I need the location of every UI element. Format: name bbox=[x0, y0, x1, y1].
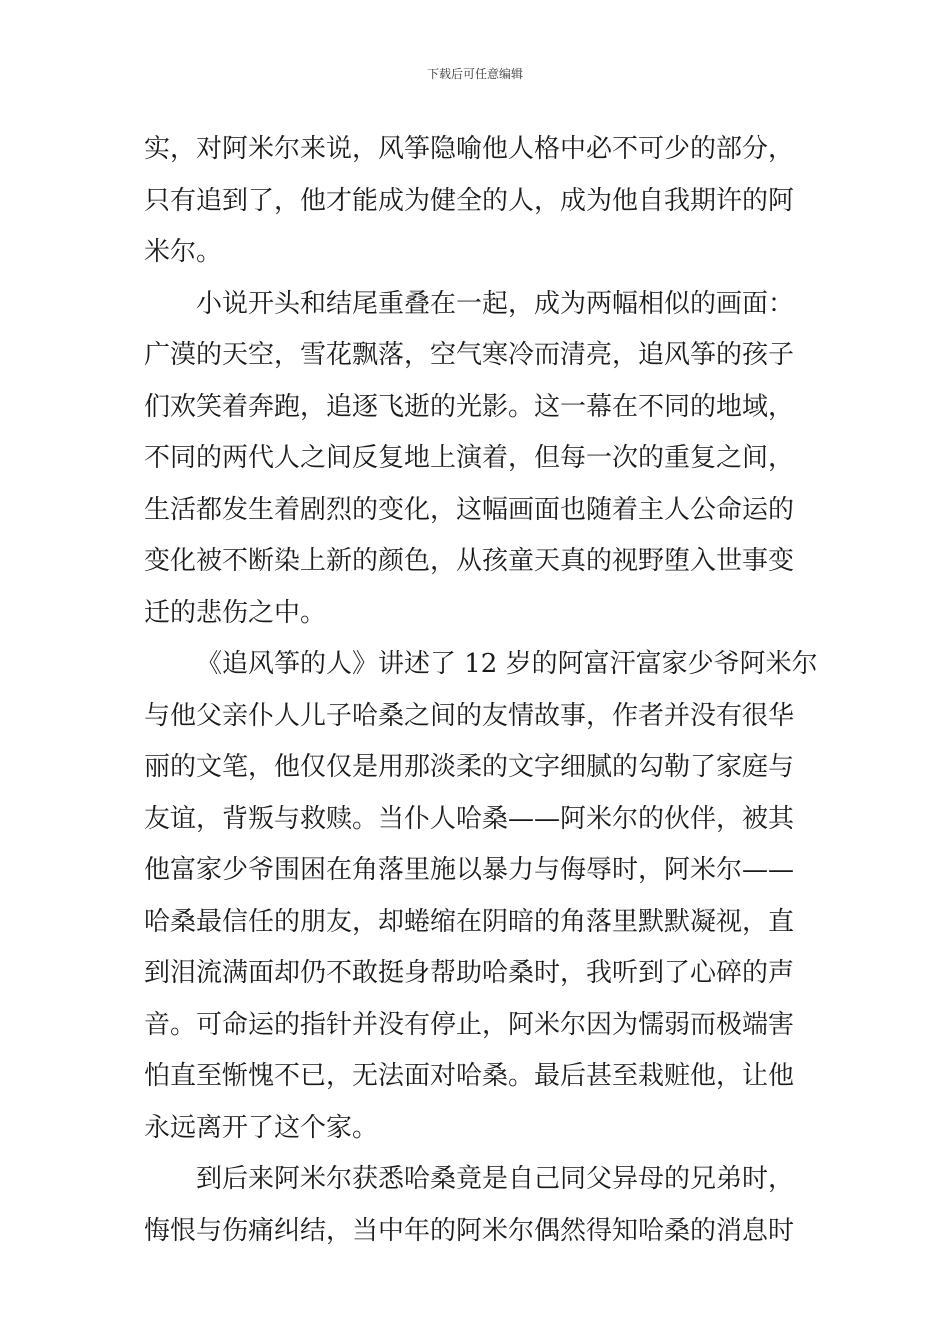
paragraph-3 bbox=[144, 639, 818, 1154]
text-line: 迁的悲伤之中。 bbox=[144, 597, 327, 628]
text-line: 与他父亲仆人儿子哈桑之间的友情故事，作者并没有很华 bbox=[144, 700, 795, 731]
text-line: 到泪流满面却仍不敢挺身帮助哈桑时，我听到了心碎的声 bbox=[144, 958, 795, 988]
text-line: 米尔。 bbox=[144, 237, 223, 267]
text-line: 悔恨与伤痛纠结，当中年的阿米尔偶然得知哈桑的消息时 bbox=[144, 1215, 795, 1246]
text-line: 丽的文笔，他仅仅是用那淡柔的文字细腻的勾勒了家庭与 bbox=[144, 752, 795, 782]
text-line: 广漠的天空，雪花飘落，空气寒冷而清亮，追风筝的孩子 bbox=[144, 340, 795, 370]
text-line: 他富家少爷围困在角落里施以暴力与侮辱时，阿米尔—— bbox=[144, 855, 795, 885]
text-line: 生活都发生着剧烈的变化，这幅画面也随着主人公命运的 bbox=[144, 494, 795, 525]
text-line: 永远离开了这个家。 bbox=[144, 1112, 379, 1143]
text-line: 实，对阿米尔来说，风筝隐喻他人格中必不可少的部分， bbox=[144, 134, 795, 164]
text-line: 不同的两代人之间反复地上演着，但每一次的重复之间， bbox=[144, 443, 795, 473]
text-line: 怕直至惭愧不已，无法面对哈桑。最后甚至栽赃他，让他 bbox=[144, 1061, 795, 1091]
text-line: 友谊，背叛与救赎。当仆人哈桑——阿米尔的伙伴，被其 bbox=[144, 803, 795, 834]
document-body bbox=[144, 124, 818, 1257]
text-line: 到后来阿米尔获悉哈桑竟是自己同父异母的兄弟时， bbox=[196, 1164, 795, 1194]
text-line: 《追风筝的人》讲述了 12 岁的阿富汗富家少爷阿米尔 bbox=[196, 649, 818, 679]
text-line: 变化被不断染上新的颜色，从孩童天真的视野堕入世事变 bbox=[144, 546, 795, 576]
text-line: 们欢笑着奔跑，追逐飞逝的光影。这一幕在不同的地域， bbox=[144, 391, 795, 422]
text-line: 只有追到了，他才能成为健全的人，成为他自我期许的阿 bbox=[144, 185, 795, 216]
text-line: 小说开头和结尾重叠在一起，成为两幅相似的画面： bbox=[196, 288, 795, 319]
page-header: 下载后可任意编辑 bbox=[426, 67, 523, 81]
paragraph-2 bbox=[144, 279, 809, 640]
text-line: 哈桑最信任的朋友，却蜷缩在阴暗的角落里默默凝视，直 bbox=[144, 906, 795, 937]
paragraph-4 bbox=[144, 1154, 809, 1257]
paragraph-1 bbox=[144, 124, 809, 279]
text-line: 音。可命运的指针并没有停止，阿米尔因为懦弱而极端害 bbox=[144, 1009, 795, 1040]
